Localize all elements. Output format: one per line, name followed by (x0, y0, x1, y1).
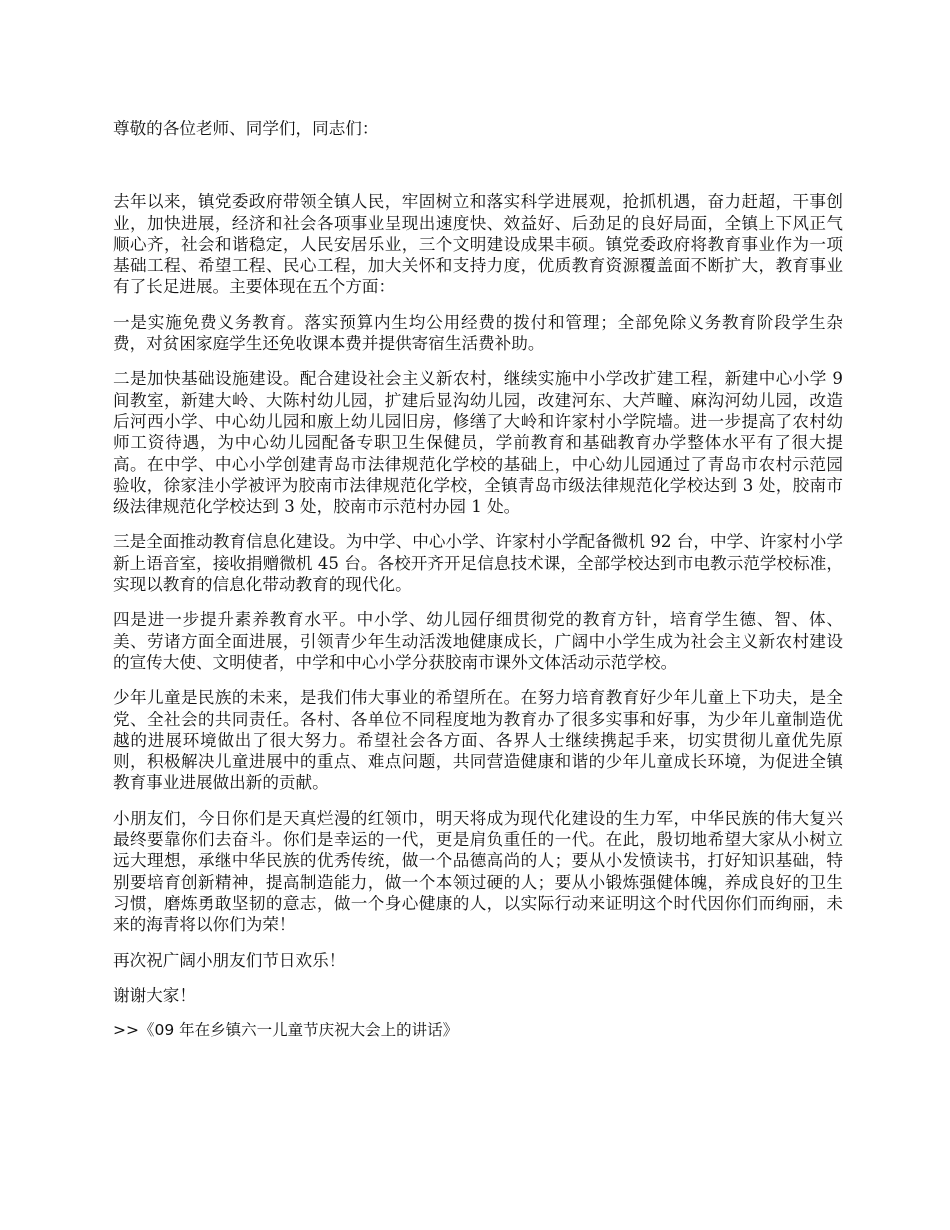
thanks-line: 谢谢大家！ (113, 985, 196, 1005)
paragraph-infrastructure: 二是加快基础设施建设。配合建设社会主义新农村，继续实施中小学改扩建工程，新建中心小学 9 间教室，新建大岭、大陈村幼儿园，扩建后显沟幼儿园，改建河东、大芦疃、麻沟河幼儿园，改造后河西小学、中心幼儿园和廒上幼儿园旧房，修缮了大岭和许家村小学院墙。进一步提高了农村幼师工资待遇，为中心幼儿园配备专职卫生保健员，学前教育和基础教育办学整体水平有了很大提高。在中学、中心小学创建青岛市法律规范化学校的基础上，中心幼儿园通过了青岛市农村示范园验收，徐家洼小学被评为胶南市法律规范化学校，全镇青岛市级法律规范化学校达到 3 处，胶南市级法律规范化学校达到 3 处，胶南市示范村办园 1 处。 (113, 369, 843, 517)
paragraph-address-children: 小朋友们，今日你们是天真烂漫的红领巾，明天将成为现代化建设的生力军，中华民族的伟大复兴最终要靠你们去奋斗。你们是幸运的一代，更是肩负重任的一代。在此，殷切地希望大家从小树立远大理想，承继中华民族的优秀传统，做一个品德高尚的人；要从小发愤读书，打好知识基础，特别要培育创新精神，提高制造能力，做一个本领过硬的人；要从小锻炼强健体魄，养成良好的卫生习惯，磨炼勇敢坚韧的意志，做一个身心健康的人，以实际行动来证明这个时代因你们而绚丽，未来的海青将以你们为荣！ (113, 808, 843, 935)
paragraph-informatization: 三是全面推动教育信息化建设。为中学、中心小学、许家村小学配备微机 92 台，中学、许家村小学新上语音室，接收捐赠微机 45 台。各校开齐开足信息技术课，全部学校达到市电教示范学校标准，实现以教育的信息化带动教育的现代化。 (113, 532, 843, 595)
paragraph-children-future: 少年儿童是民族的未来，是我们伟大事业的希望所在。在努力培育教育好少年儿童上下功夫，是全党、全社会的共同责任。各村、各单位不同程度地为教育办了很多实事和好事，为少年儿童制造优越的进展环境做出了很大努力。希望社会各方面、各界人士继续携起手来，切实贯彻儿童优先原则，积极解决儿童进展中的重点、难点问题，共同营造健康和谐的少年儿童成长环境，为促进全镇教育事业进展做出新的贡献。 (113, 688, 843, 793)
spacer (113, 139, 843, 191)
paragraph-free-education: 一是实施免费义务教育。落实预算内生均公用经费的拨付和管理；全部免除义务教育阶段学生杂费，对贫困家庭学生还免收课本费并提供寄宿生活费补助。 (113, 312, 843, 354)
related-article-link[interactable]: >>《09 年在乡镇六一儿童节庆祝大会上的讲话》 (113, 1021, 459, 1040)
speech-document (113, 118, 843, 1041)
paragraph-intro: 去年以来，镇党委政府带领全镇人民，牢固树立和落实科学进展观，抢抓机遇，奋力赶超，干事创业，加快进展，经济和社会各项事业呈现出速度快、效益好、后劲足的良好局面，全镇上下风正气顺心齐，社会和谐稳定，人民安居乐业，三个文明建设成果丰硕。镇党委政府将教育事业作为一项基础工程、希望工程、民心工程，加大关怀和支持力度，优质教育资源覆盖面不断扩大，教育事业有了长足进展。主要体现在五个方面： (113, 192, 843, 297)
closing-wish: 再次祝广阔小朋友们节日欢乐！ (113, 950, 346, 970)
paragraph-quality-education: 四是进一步提升素养教育水平。中小学、幼儿园仔细贯彻党的教育方针，培育学生德、智、体、美、劳诸方面全面进展，引领青少年生动活泼地健康成长，广阔中小学生成为社会主义新农村建设的宣传大使、文明使者，中学和中心小学分获胶南市课外文体活动示范学校。 (113, 610, 843, 672)
greeting-line: 尊敬的各位老师、同学们，同志们： (113, 119, 379, 138)
